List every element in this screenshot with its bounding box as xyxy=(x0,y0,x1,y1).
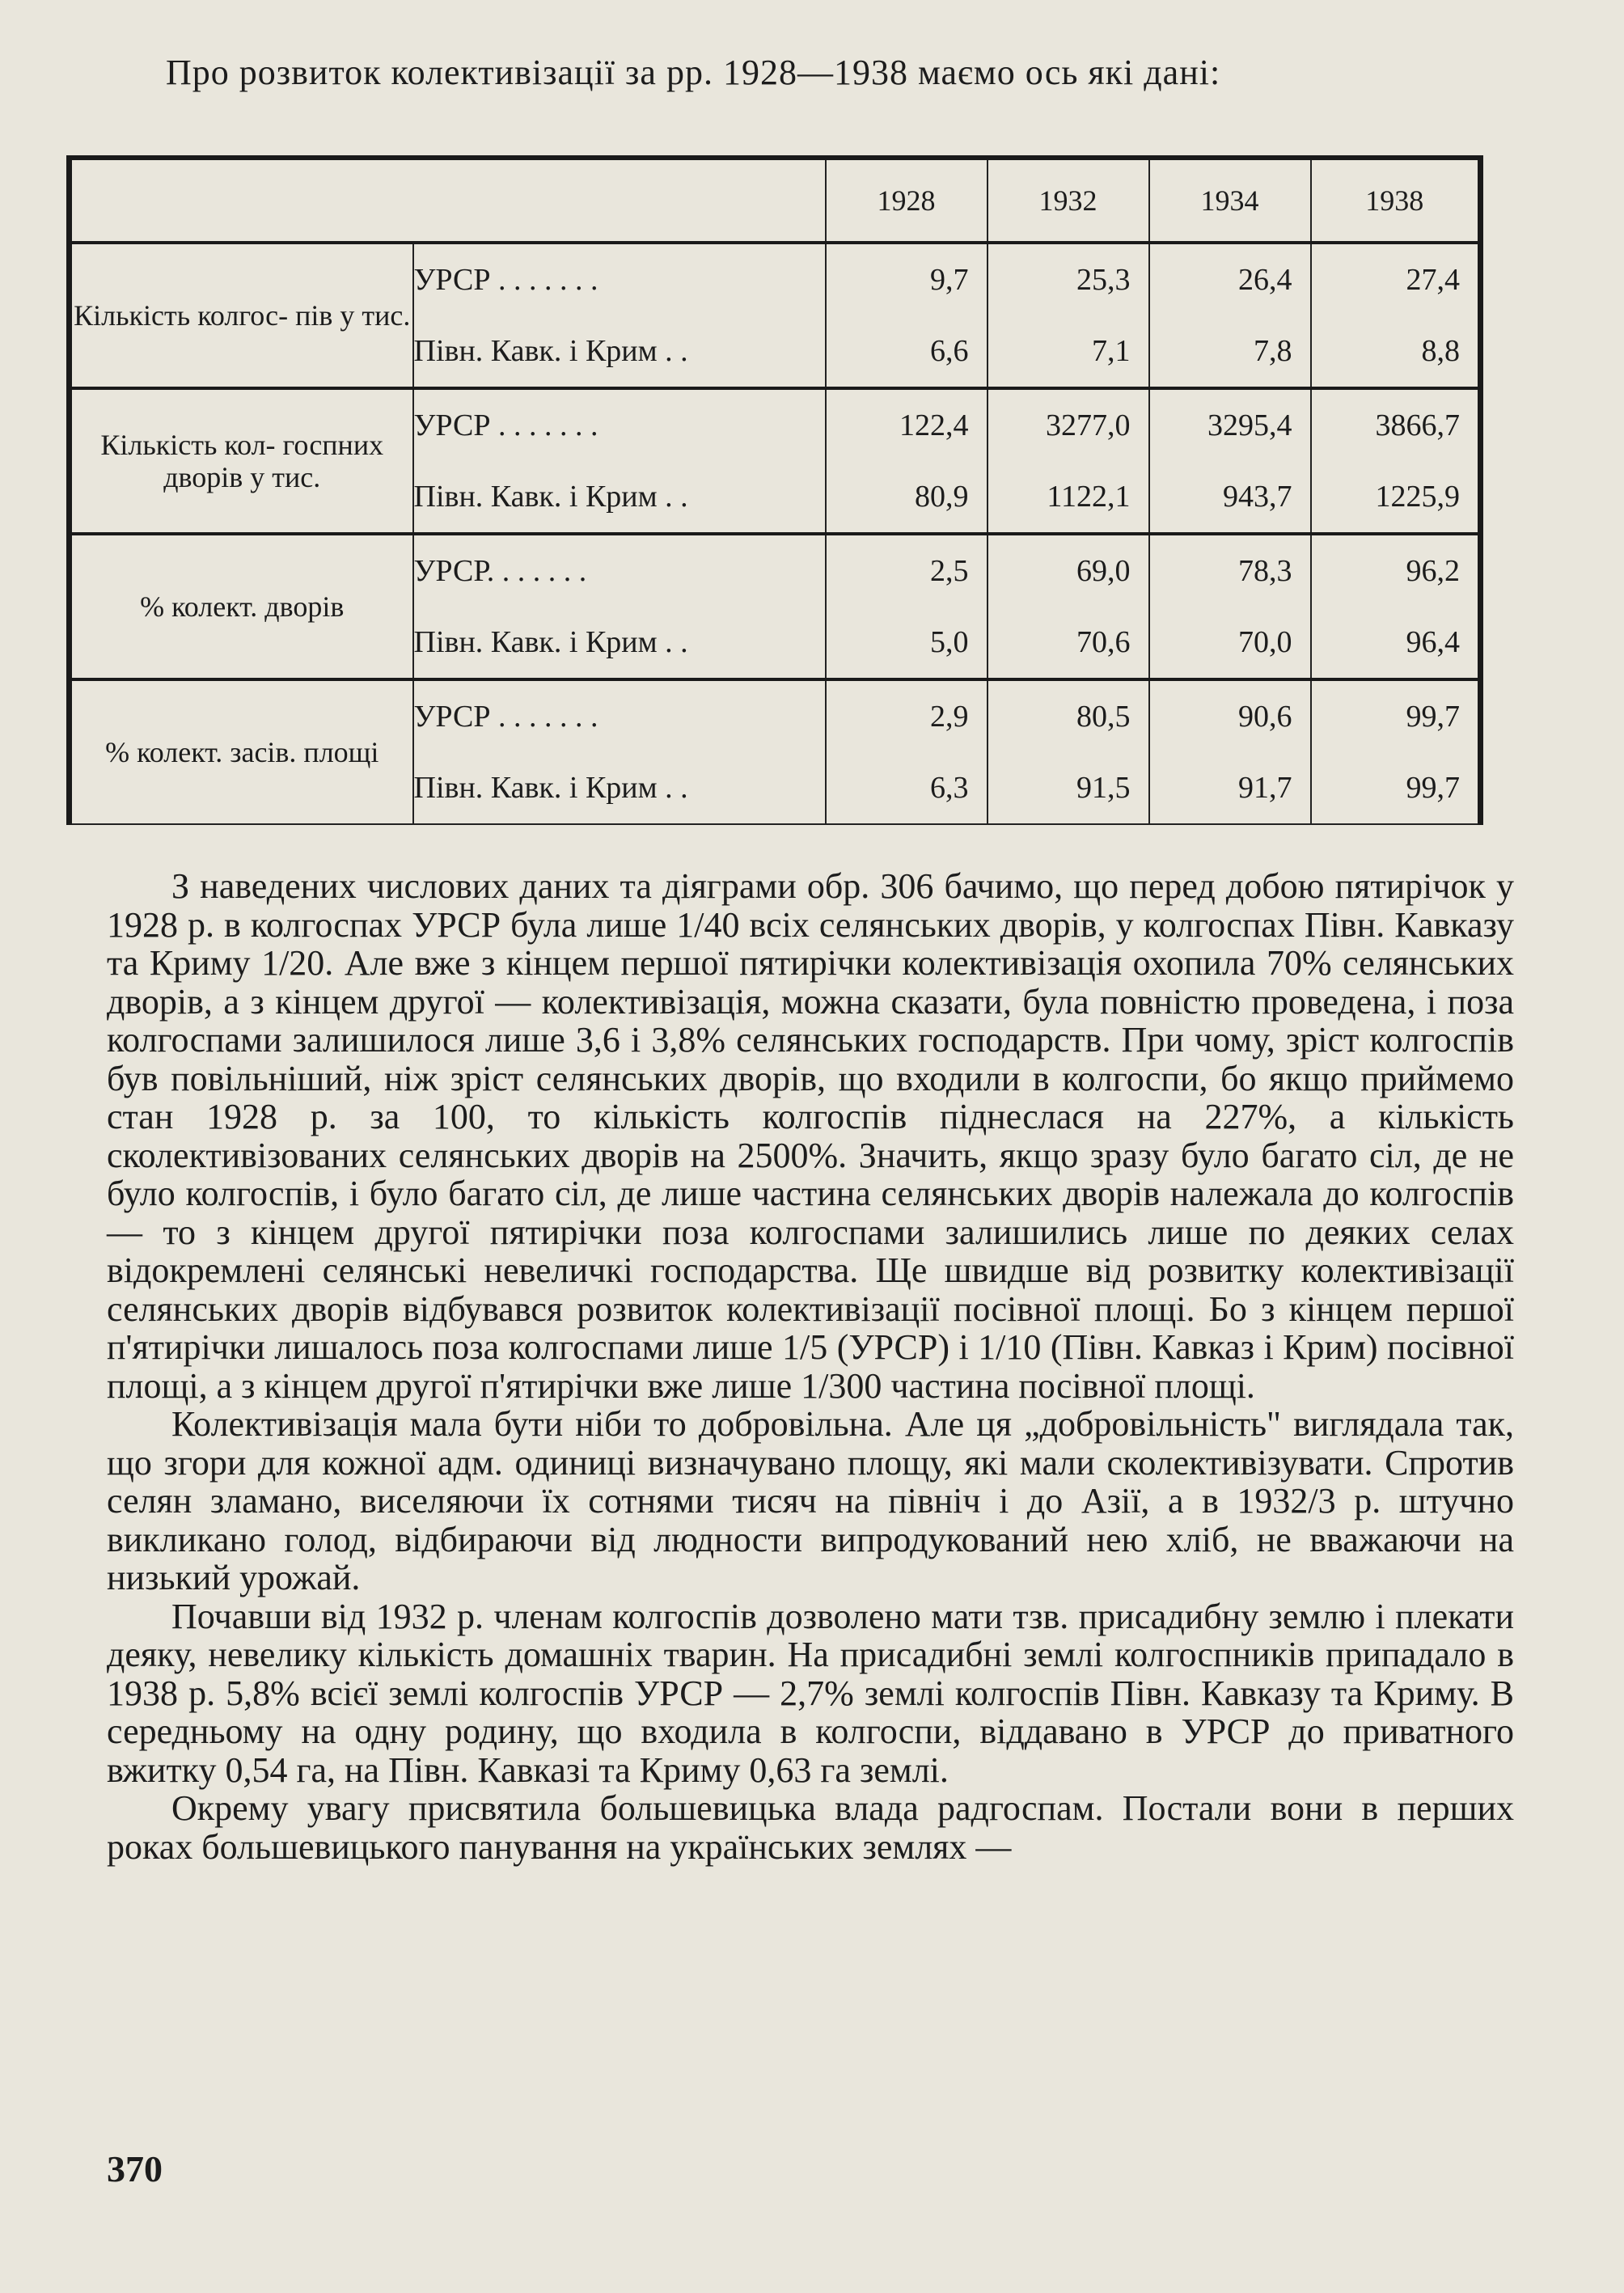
year-header: 1934 xyxy=(1149,158,1311,243)
table-cell: 96,2 xyxy=(1406,554,1460,588)
region-label: УРСР . . . . . . . xyxy=(413,408,598,442)
table-cell: 5,0 xyxy=(930,625,969,659)
region-label: Півн. Кавк. і Крим . . xyxy=(413,771,688,805)
table-cell: 27,4 xyxy=(1406,263,1460,297)
paragraph: З наведених числових даних та діяграми обр. 306 бачимо, що перед добою пятирічок у 1928 р. в колгоспах УРСР була лише 1/40 всіх селянських дворів, у колгоспах Півн. Кавказу та Криму 1/20. Але вже з кінцем першої пятирічки колективізація охопила 70% селянських дворів, а з кінцем другої — колективізація, можна сказати, була повністю проведена, і поза колгоспами залишилося лише 3,6 і 3,8% селянських господарств. При чому, зріст колгоспів був повільніший, ніж зріст селянських дворів, що входили в колгоспи, бо якщо приймемо стан 1928 р. за 100, то кількість колгоспів піднеслася на 227%, а кількість сколективізованих селянських дворів на 2500%. Значить, якщо зразу було багато сіл, де не було колгоспів, і було багато сіл, де лише частина селянських дворів належала до колгоспів — то з кінцем другої пятирічки поза колгоспами залишились лише по деяких селах відокремлені селянські невеличкі господарства. Ще швидше від розвитку колективізації селянських дворів відбувався розвиток колективізації посівної площі. Бо з кінцем першої п'ятирічки лишалось поза колгоспами лише 1/5 (УРСР) і 1/10 (Півн. Кавказ і Крим) посівної площі, а з кінцем другої п'ятирічки вже лише 1/300 частина посівної площі. xyxy=(107,866,1514,1406)
table-row xyxy=(70,534,1481,679)
table-cell: 26,4 xyxy=(1238,263,1292,297)
body-text xyxy=(107,867,1514,1866)
table-cell: 69,0 xyxy=(1076,554,1131,588)
row-label: Кількість кол- госпних дворів у тис. xyxy=(70,388,413,534)
collectivization-table xyxy=(66,155,1483,825)
table-cell: 8,8 xyxy=(1421,334,1460,368)
table-cell: 91,7 xyxy=(1238,771,1292,805)
table-cell: 80,5 xyxy=(1076,700,1131,734)
table-cell: 7,1 xyxy=(1092,334,1131,368)
year-header: 1938 xyxy=(1311,158,1481,243)
table-row xyxy=(70,679,1481,824)
row-label: % колект. дворів xyxy=(70,534,413,679)
table-cell: 7,8 xyxy=(1254,334,1292,368)
table-cell: 99,7 xyxy=(1406,771,1460,805)
row-label: % колект. засів. площі xyxy=(70,679,413,824)
intro-line: Про розвиток колективізації за рр. 1928—1938 маємо ось які дані: xyxy=(166,53,1221,92)
table-cell: 70,6 xyxy=(1076,625,1131,659)
region-label: Півн. Кавк. і Крим . . xyxy=(413,334,688,368)
table-cell: 91,5 xyxy=(1076,771,1131,805)
paragraph: Окрему увагу присвятила большевицька влада радгоспам. Постали вони в перших роках большевицького панування на українських землях — xyxy=(107,1788,1514,1867)
table-cell: 99,7 xyxy=(1406,700,1460,734)
paragraph: Почавши від 1932 р. членам колгоспів дозволено мати тзв. присадибну землю і плекати деяку, невелику кількість домашніх тварин. На присадибні землі колгоспників припадало в 1938 р. 5,8% всієї землі колгоспів УРСР — 2,7% землі колгоспів Півн. Кавказу та Криму. В середньому на одну родину, що входила в колгоспи, віддавано в УРСР до приватного вжитку 0,54 га, на Півн. Кавказі та Криму 0,63 га землі. xyxy=(107,1596,1514,1790)
table-cell: 90,6 xyxy=(1238,700,1292,734)
region-label: УРСР. . . . . . . xyxy=(413,554,587,588)
row-label: Кількість колгос- пів у тис. xyxy=(70,243,413,388)
table-cell: 2,9 xyxy=(930,700,969,734)
table-cell: 70,0 xyxy=(1238,625,1292,659)
region-label: УРСР . . . . . . . xyxy=(413,263,598,297)
statistics-table-container xyxy=(66,155,1486,835)
table-cell: 943,7 xyxy=(1223,480,1292,514)
table-row xyxy=(70,388,1481,534)
table-cell: 6,3 xyxy=(930,771,969,805)
table-cell: 78,3 xyxy=(1238,554,1292,588)
table-cell: 3866,7 xyxy=(1375,408,1460,442)
table-cell: 9,7 xyxy=(930,263,969,297)
table-cell: 80,9 xyxy=(915,480,969,514)
page-number: 370 xyxy=(107,2148,163,2189)
table-cell: 2,5 xyxy=(930,554,969,588)
year-header: 1928 xyxy=(826,158,988,243)
table-cell: 1122,1 xyxy=(1047,480,1131,514)
table-row xyxy=(70,243,1481,388)
header-empty-cell xyxy=(70,158,826,243)
region-label: УРСР . . . . . . . xyxy=(413,700,598,734)
table-cell: 1225,9 xyxy=(1375,480,1460,514)
table-cell: 122,4 xyxy=(899,408,969,442)
table-cell: 3277,0 xyxy=(1046,408,1131,442)
year-header: 1932 xyxy=(988,158,1149,243)
table-cell: 25,3 xyxy=(1076,263,1131,297)
region-label: Півн. Кавк. і Крим . . xyxy=(413,480,688,514)
table-cell: 96,4 xyxy=(1406,625,1460,659)
table-cell: 6,6 xyxy=(930,334,969,368)
table-cell: 3295,4 xyxy=(1207,408,1292,442)
region-label: Півн. Кавк. і Крим . . xyxy=(413,625,688,659)
paragraph: Колективізація мала бути ніби то добровільна. Але ця „добровільність" виглядала так, що згори для кожної адм. одиниці визначувано площу, які мали сколективізувати. Спротив селян зламано, виселяючи їх сотнями тисяч на північ і до Азії, а в 1932/3 р. штучно викликано голод, відбираючи від людности випродукований нею хліб, не вважаючи на низький урожай. xyxy=(107,1404,1514,1597)
